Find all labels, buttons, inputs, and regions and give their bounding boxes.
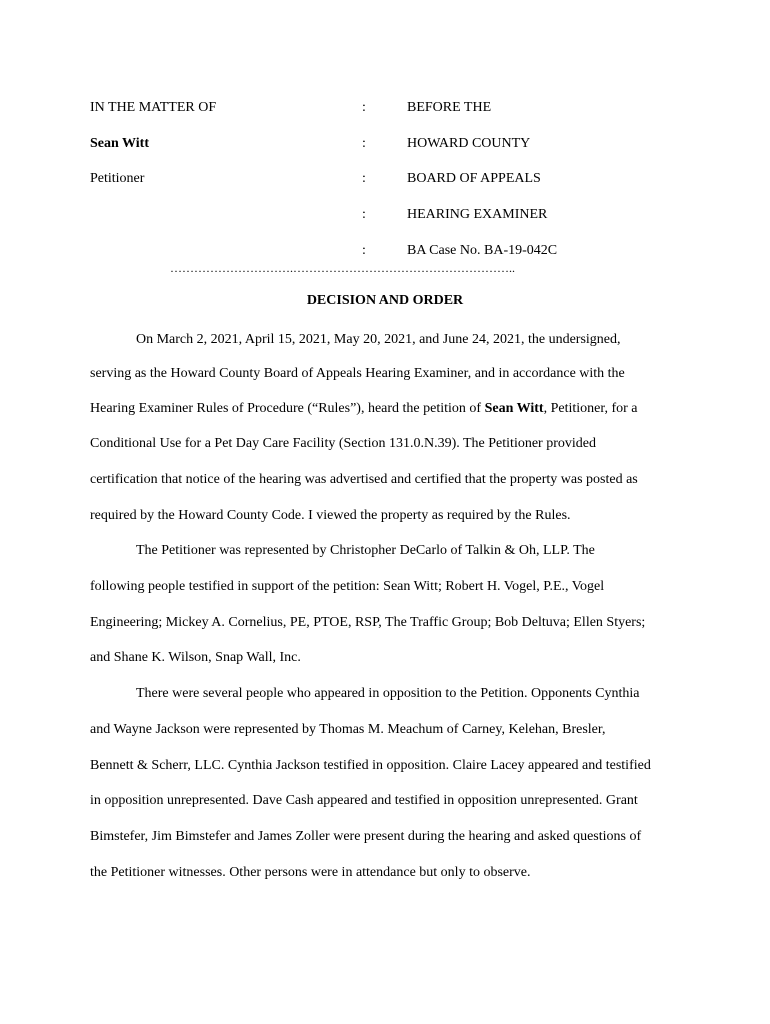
caption-matter-label: IN THE MATTER OF [90,100,217,115]
paragraph-1-text: , Petitioner, for a [543,401,638,416]
caption-before-label: BEFORE THE [407,100,492,115]
document-title: DECISION AND ORDER [306,293,464,308]
paragraph-1-line [90,399,690,419]
caption-colon: : [362,136,366,151]
caption-board: BOARD OF APPEALS [407,171,541,186]
paragraph-2-line: The Petitioner was represented by Christopher DeCarlo of Talkin & Oh, LLP. The [136,543,595,558]
paragraph-1-line: Conditional Use for a Pet Day Care Facility (Section 131.0.N.39). The Petitioner provided [90,436,596,451]
paragraph-1-line: On March 2, 2021, April 15, 2021, May 20, 2021, and June 24, 2021, the undersigned, [136,332,621,347]
paragraph-2-line: and Shane K. Wilson, Snap Wall, Inc. [90,650,301,665]
paragraph-3-line: There were several people who appeared in opposition to the Petition. Opponents Cynthia [136,686,640,701]
case-number: BA Case No. BA-19-042C [407,243,558,258]
caption-county: HOWARD COUNTY [407,136,531,151]
paragraph-1-text: Hearing Examiner Rules of Procedure (“Rules”), heard the petition of [90,401,485,416]
paragraph-1-line: certification that notice of the hearing was advertised and certified that the property was posted as [90,472,638,487]
caption-row-1 [0,98,770,118]
caption-divider: ………………………….……………………………………………….. [170,261,515,275]
caption-examiner: HEARING EXAMINER [407,207,548,222]
caption-colon: : [362,171,366,186]
paragraph-3-line: the Petitioner witnesses. Other persons were in attendance but only to observe. [90,865,531,880]
paragraph-1-line: required by the Howard County Code. I viewed the property as required by the Rules. [90,508,571,523]
petitioner-role: Petitioner [90,171,145,186]
petitioner-name: Sean Witt [90,136,149,151]
caption-row-4 [0,205,770,225]
paragraph-1-line: serving as the Howard County Board of Appeals Hearing Examiner, and in accordance with the [90,366,625,381]
paragraph-3-line: Bennett & Scherr, LLC. Cynthia Jackson testified in opposition. Claire Lacey appeared and testified [90,758,651,773]
caption-colon: : [362,100,366,115]
caption-row-5 [0,241,770,261]
paragraph-2-line: Engineering; Mickey A. Cornelius, PE, PTOE, RSP, The Traffic Group; Bob Deltuva; Ellen Styers; [90,615,646,630]
caption-colon: : [362,243,366,258]
paragraph-3-line: Bimstefer, Jim Bimstefer and James Zoller were present during the hearing and asked questions of [90,829,642,844]
caption-row-3 [0,169,770,189]
caption-row-2 [0,134,770,154]
paragraph-3-line: in opposition unrepresented. Dave Cash appeared and testified in opposition unrepresented. Grant [90,793,638,808]
petitioner-name-inline: Sean Witt [484,401,544,416]
caption-colon: : [362,207,366,222]
paragraph-3-line: and Wayne Jackson were represented by Thomas M. Meachum of Carney, Kelehan, Bresler, [90,722,606,737]
paragraph-2-line: following people testified in support of the petition: Sean Witt; Robert H. Vogel, P.E., Vogel [90,579,605,594]
